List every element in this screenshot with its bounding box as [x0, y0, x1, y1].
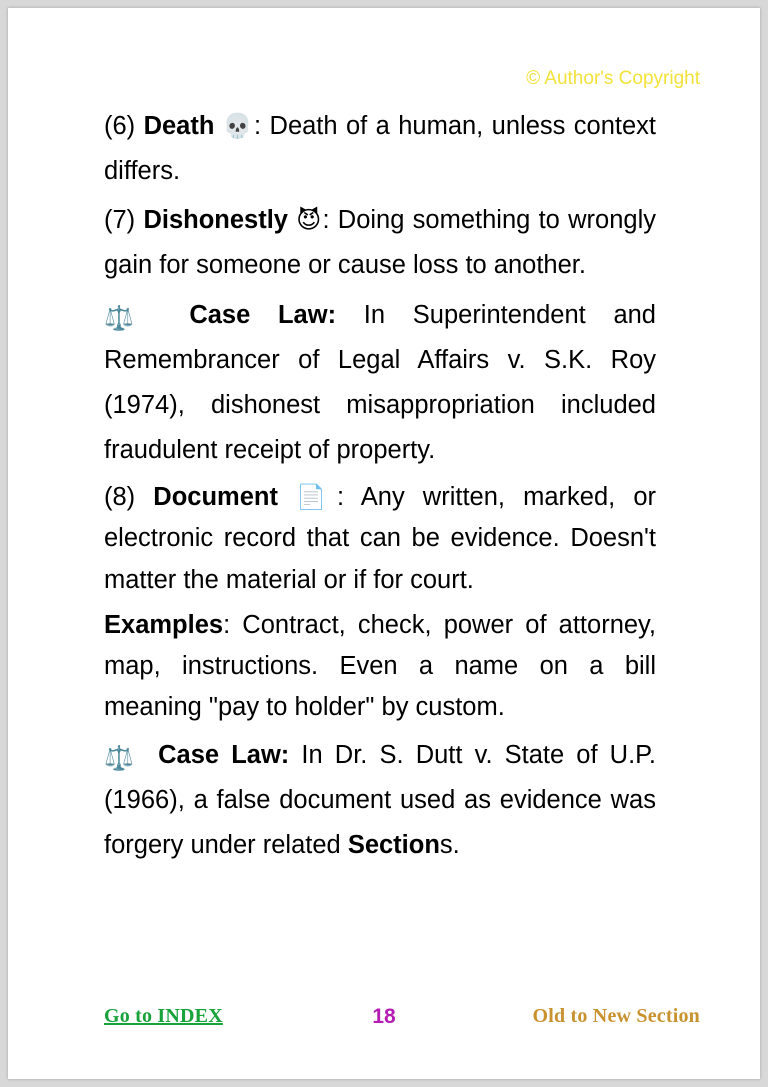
page-footer [8, 1005, 760, 1035]
term-label: Dishonestly [143, 206, 288, 235]
definition-text: : Any written, marked, or electronic record that can be evidence. Doesn't matter the material or if for court. [104, 483, 656, 594]
case-law-label: Case Law: [189, 300, 337, 329]
scales-of-justice-emoji: ⚖️ [104, 303, 134, 332]
case-law-text: In Superintendent and Remembrancer of Legal Affairs v. S.K. Roy (1974), dishonest misappropriation included fraudulent receipt of property. [104, 300, 656, 464]
item-number: (8) [104, 483, 136, 511]
examples-paragraph [104, 605, 656, 729]
old-to-new-section-link[interactable]: Old to New Section [532, 1005, 700, 1027]
page-with-curl-emoji: 📄 [296, 483, 337, 511]
document-page [8, 8, 760, 1079]
devil-emoji: 😈 [296, 206, 323, 235]
term-label: Death [143, 112, 215, 140]
section-keyword: Section [347, 831, 440, 860]
scales-of-justice-emoji: ⚖️ [104, 743, 134, 772]
item-number: (7) [104, 206, 136, 235]
definition-paragraph-document [104, 477, 656, 601]
case-law-paragraph-dr-s-dutt [104, 733, 656, 868]
definition-text: : Doing something to wrongly gain for someone or cause loss to another. [104, 206, 656, 280]
definition-paragraph-death [104, 104, 656, 194]
copyright-notice: © Author's Copyright [526, 68, 700, 89]
case-law-label: Case Law: [158, 740, 290, 769]
item-number: (6) [104, 112, 136, 140]
skull-emoji: 💀 [222, 112, 255, 140]
term-label: Document [153, 483, 278, 511]
case-law-text-tail: s. [439, 831, 460, 860]
page-number: 18 [372, 1005, 396, 1028]
definition-text: : Death of a human, unless context differs. [104, 112, 656, 186]
examples-label: Examples [104, 610, 224, 639]
case-law-paragraph-sk-roy [104, 293, 656, 474]
examples-text: : Contract, check, power of attorney, map, instructions. Even a name on a bill meaning "pay to holder" by custom. [104, 610, 656, 722]
definition-paragraph-dishonestly [104, 198, 656, 288]
case-law-text: In Dr. S. Dutt v. State of U.P. (1966), a false document used as evidence was forgery under related [104, 740, 656, 860]
document-body [104, 104, 656, 872]
go-to-index-link[interactable]: Go to INDEX [104, 1005, 223, 1027]
